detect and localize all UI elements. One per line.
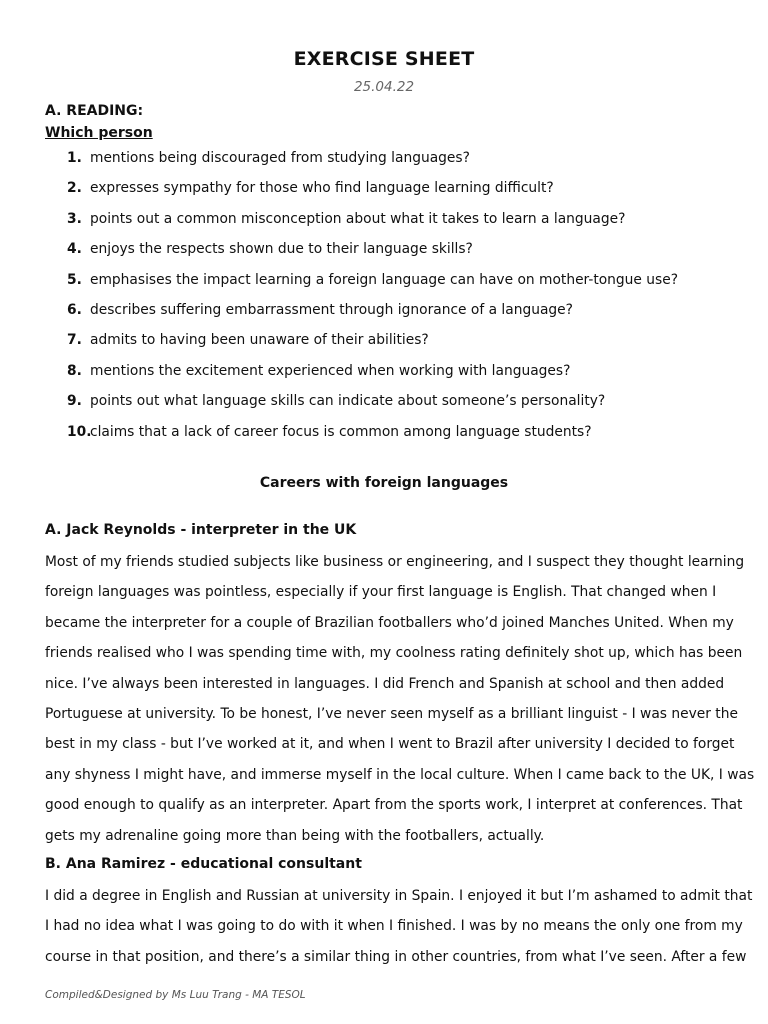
question-number: 2.: [67, 180, 82, 197]
question-text: claims that a lack of career focus is common among language students?: [90, 423, 592, 440]
question-item: [45, 207, 678, 237]
reading-subheading: Which person: [45, 125, 153, 141]
article-title: Careers with foreign languages: [259, 475, 509, 491]
question-item: [45, 420, 678, 450]
paragraph-line: I did a degree in English and Russian at university in Spain. I enjoyed it but I’m ashamed to admit that: [45, 888, 753, 904]
paragraph-line: course in that position, and there’s a similar thing in other countries, from what I’ve seen. After a few: [45, 948, 747, 965]
question-item: [45, 146, 678, 176]
paragraph-line: foreign languages was pointless, especially if your first language is English. That changed when I: [45, 584, 717, 601]
question-number: 1.: [67, 150, 82, 166]
question-number: 8.: [67, 362, 82, 379]
paragraph-line: Most of my friends studied subjects like business or engineering, and I suspect they thought learning: [45, 554, 745, 570]
paragraph-line: nice. I’ve always been interested in languages. I did French and Spanish at school and then added: [45, 675, 725, 692]
sheet-date: 25.04.22: [353, 79, 415, 95]
question-text: emphasises the impact learning a foreign language can have on mother-tongue use?: [90, 271, 679, 288]
question-text: admits to having been unaware of their abilities?: [90, 332, 429, 349]
paragraph-line: friends realised who I was spending time with, my coolness rating definitely shot up, which has been: [45, 645, 743, 662]
question-item: [45, 268, 678, 298]
question-item: [45, 328, 678, 358]
paragraph-line: Portuguese at university. To be honest, I’ve never seen myself as a brilliant linguist - I was never the: [45, 705, 738, 722]
person-b-paragraph: [45, 881, 753, 972]
person-b-heading: B. Ana Ramirez - educational consultant: [45, 856, 362, 872]
question-number: 9.: [67, 393, 82, 410]
paragraph-line: good enough to qualify as an interpreter. Apart from the sports work, I interpret at conferences. That: [45, 797, 743, 814]
reading-section-label: A. READING:: [45, 103, 144, 119]
question-text: describes suffering embarrassment through ignorance of a language?: [90, 301, 573, 318]
question-number: 3.: [67, 210, 82, 227]
question-item: [45, 359, 678, 389]
question-text: points out a common misconception about what it takes to learn a language?: [90, 210, 626, 227]
page-title: EXERCISE SHEET: [293, 48, 475, 70]
paragraph-line: I had no idea what I was going to do with it when I finished. I was by no means the only one from my: [45, 918, 743, 935]
question-list: [45, 146, 678, 450]
person-a-heading: A. Jack Reynolds - interpreter in the UK: [45, 522, 357, 538]
person-a-paragraph: [45, 547, 755, 851]
question-item: [45, 176, 678, 206]
question-item: [45, 389, 678, 419]
question-item: [45, 298, 678, 328]
question-number: 10.: [67, 423, 92, 440]
paragraph-line: gets my adrenaline going more than being with the footballers, actually.: [45, 827, 545, 844]
paragraph-line: became the interpreter for a couple of Brazilian footballers who’d joined Manches United. When my: [45, 614, 734, 631]
question-number: 6.: [67, 301, 82, 318]
question-text: enjoys the respects shown due to their language skills?: [90, 241, 473, 258]
paragraph-line: best in my class - but I’ve worked at it, and when I went to Brazil after university I decided to forget: [45, 736, 735, 753]
question-number: 7.: [67, 332, 82, 349]
footer-credit: Compiled&Designed by Ms Luu Trang - MA TESOL: [45, 989, 306, 1001]
question-text: points out what language skills can indicate about someone’s personality?: [90, 393, 606, 410]
question-text: mentions being discouraged from studying languages?: [90, 150, 470, 166]
question-item: [45, 237, 678, 267]
question-number: 4.: [67, 241, 82, 258]
paragraph-line: any shyness I might have, and immerse myself in the local culture. When I came back to the UK, I was: [45, 766, 755, 783]
question-number: 5.: [67, 271, 82, 288]
question-text: mentions the excitement experienced when working with languages?: [90, 362, 571, 379]
question-text: expresses sympathy for those who find language learning difficult?: [90, 180, 554, 197]
